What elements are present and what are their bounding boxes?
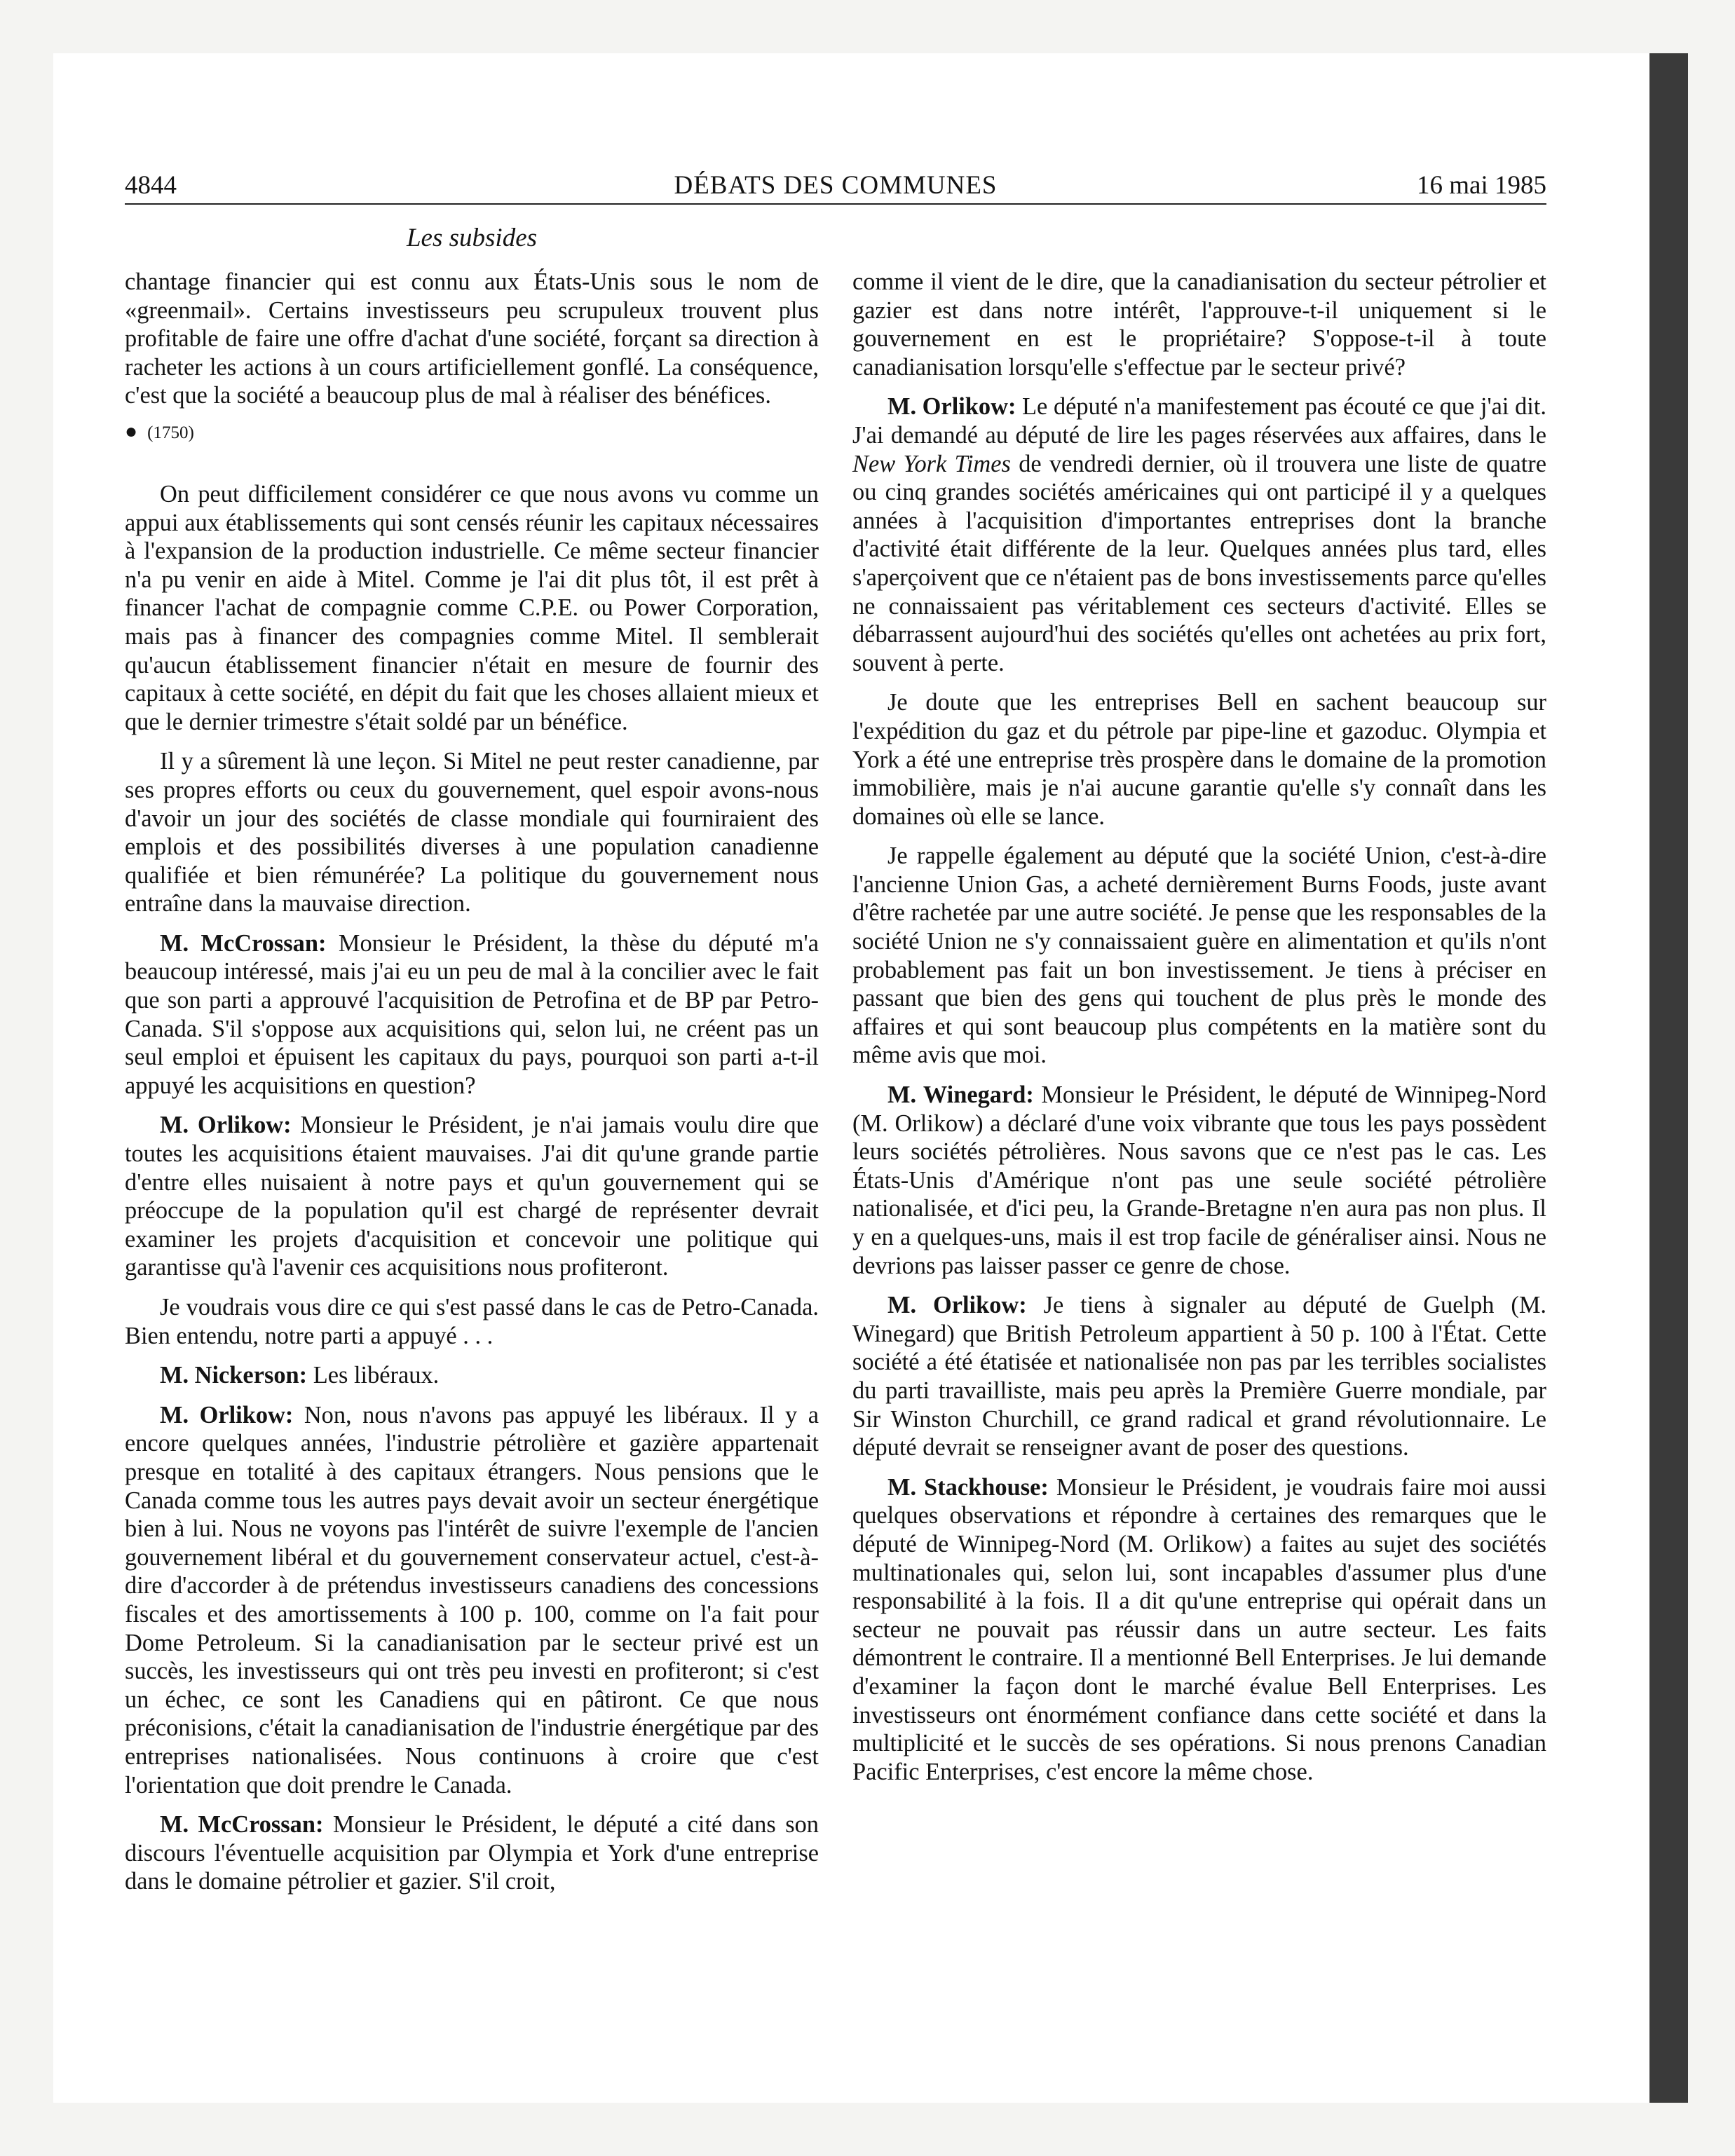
left-column [125,268,819,1907]
speech-text: Monsieur le Président, la thèse du député m'a beaucoup intéressé, mais j'ai eu un peu de mal à la concilier avec le fait que son parti a approuvé l'acquisition de Petrofina et de BP par Petro-Canada. S'il s'oppose aux acquisitions qui, selon lui, ne créent pas un seul emploi et épuisent les capitaux du pays, pourquoi son parti a-t-il appuyé les acquisitions en question? [125,929,819,1099]
speech-text: Les libéraux. [307,1362,440,1389]
paragraph: Je rappelle également au député que la société Union, c'est-à-dire l'ancienne Union Gas, a acheté dernièrement Burns Foods, juste avant d'être rachetée par une autre société. Je pense que les responsables de la société Union ne s'y connaissaient guère en alimentation et qu'ils n'ont probablement pas fait un bon investissement. Je tiens à préciser en passant que bien des gens qui touchent de plus près le monde des affaires et qui sont beaucoup plus compétents en la matière sont du même avis que moi. [852,842,1546,1069]
speech-paragraph [852,1291,1546,1462]
time-marker [125,421,819,444]
speech-text: Monsieur le Président, je voudrais faire moi aussi quelques observations et répondre à certaines des remarques que le député de Winnipeg-Nord (M. Orlikow) a faites au sujet des sociétés multinationales qui, selon lui, sont incapables d'assumer plus d'une responsabilité à la fois. Il a dit qu'une entreprise qui opérait dans un secteur ne pouvait pas réussir dans un autre secteur. Les faits démontrent le contraire. Il a mentionné Bell Enterprises. Je lui demande d'examiner la façon dont le marché évalue Bell Enterprises. Les investisseurs ont énormément confiance dans cette société et dans la multiplicité et le succès de ses opérations. Si nous prenons Canadian Pacific Enterprises, c'est encore la même chose. [852,1473,1546,1785]
publication-title: DÉBATS DES COMMUNES [674,171,998,200]
speaker-name: M. Orlikow: [160,1112,292,1139]
speech-paragraph [125,1111,819,1282]
paragraph: Je doute que les entreprises Bell en sachent beaucoup sur l'expédition du gaz et du pétrole par pipe-line et gazoduc. Olympia et York a été une entreprise très prospère dans le domaine de la promotion immobilière, mais je n'ai aucune garantie qu'elle s'y connaît dans les domaines où elle se lance. [852,689,1546,830]
speaker-name: M. Nickerson: [160,1362,308,1389]
speaker-name: M. Stackhouse: [887,1473,1049,1501]
speech-paragraph [852,1473,1546,1787]
paragraph: Je voudrais vous dire ce qui s'est passé dans le cas de Petro-Canada. Bien entendu, notre parti a appuyé . . . [125,1294,819,1349]
speech-paragraph [125,929,819,1100]
paragraph: On peut difficilement considérer ce que nous avons vu comme un appui aux établissements qui sont censés réunir les capitaux nécessaires à l'expansion de la production industrielle. Ce même secteur financier n'a pu venir en aide à Mitel. Comme je l'ai dit plus tôt, il est prêt à financer l'achat de compagnie comme C.P.E. ou Power Corporation, mais pas à financer des compagnies comme Mitel. Il semblerait qu'aucun établissement financier n'était en mesure de fournir des capitaux à cette société, en dépit du fait que les choses allaient mieux et que le dernier trimestre s'était soldé par un bénéfice. [125,480,819,735]
publication-name: New York Times [852,450,1011,477]
speech-paragraph [852,1081,1546,1280]
speech-paragraph [852,393,1546,677]
speech-text: Monsieur le Président, le député a cité dans son discours l'éventuelle acquisition par Olympia et York d'une entreprise dans le domaine pétrolier et gazier. S'il croit, [125,1811,819,1895]
right-column [852,268,1546,1797]
speaker-name: M. Orlikow: [160,1401,294,1428]
time-marker-text: (1750) [147,423,194,442]
paragraph: comme il vient de le dire, que la canadianisation du secteur pétrolier et gazier est dans notre intérêt, l'approuve-t-il uniquement si le gouvernement en est le propriétaire? S'oppose-t-il à toute canadianisation lorsqu'elle s'effectue par le secteur privé? [852,268,1546,381]
speech-paragraph [125,1361,819,1390]
speech-text: Je tiens à signaler au député de Guelph (M. Winegard) que British Petroleum appartient à 50 p. 100 à l'État. Cette société a été étatisée et nationalisée non pas par les terribles socialistes du parti travailliste, mais peu après la Première Guerre mondiale, par Sir Winston Churchill, ce grand radical et grand révolutionnaire. Le député devrait se renseigner avant de poser des questions. [852,1292,1546,1461]
speech-paragraph [125,1401,819,1799]
speech-text: de vendredi dernier, où il trouvera une liste de quatre ou cinq grandes sociétés américaines qui ont participé il y a quelques années à l'acquisition d'importantes entreprises dont la branche d'activité était différente de la leur. Quelques années plus tard, elles s'aperçoivent que ce n'étaient pas de bons investissements parce qu'elles ne connaissaient pas véritablement ces secteurs d'activité. Elles se débarrassent aujourd'hui des sociétés qu'elles ont achetées au prix fort, souvent à perte. [852,450,1546,676]
speaker-name: M. Winegard: [887,1082,1034,1109]
speaker-name: M. McCrossan: [160,1811,324,1838]
speaker-name: M. Orlikow: [887,393,1016,421]
speaker-name: M. McCrossan: [160,929,327,957]
speaker-name: M. Orlikow: [887,1292,1027,1319]
speech-text: Non, nous n'avons pas appuyé les libéraux. Il y a encore quelques années, l'industrie pétrolière et gazière appartenait presque en totalité à des capitaux étrangers. Nous pensions que le Canada comme tous les autres pays devait avoir un secteur énergétique bien à lui. Nous ne voyons pas l'intérêt de suivre l'exemple de l'ancien gouvernement libéral et du gouvernement conservateur actuel, c'est-à-dire d'accorder à de prétendus investisseurs canadiens des concessions fiscales et des amortissements à 100 p. 100, comme on l'a fait pour Dome Petroleum. Si la canadianisation par le secteur privé est un succès, les investisseurs qui ont très peu investi en profiteront; si c'est un échec, ce sont les Canadiens qui en pâtiront. Ce que nous préconisions, c'était la canadianisation de l'industrie énergétique par des entreprises nationalisées. Nous continuons à croire que c'est l'orientation que doit prendre le Canada. [125,1401,819,1799]
speech-text: Monsieur le Président, je n'ai jamais voulu dire que toutes les acquisitions étaient mauvaises. J'ai dit qu'une grande partie d'entre elles nuisaient à notre pays et qu'un gouvernement qui se préoccupe de la population qu'il est chargé de représenter devrait examiner les projets d'acquisition et concevoir une politique qui garantisse qu'à l'avenir ces acquisitions nous profiteront. [125,1112,819,1281]
page-date: 16 mai 1985 [1417,171,1546,200]
bullet-icon: ● [125,419,138,443]
section-label: Les subsides [406,224,538,252]
speech-paragraph [125,1810,819,1896]
speech-text: Le député n'a manifestement pas écouté ce que j'ai dit. J'ai demandé au député de lire les pages réservées aux affaires, dans le [852,393,1546,449]
speech-text: Monsieur le Président, le député de Winnipeg-Nord (M. Orlikow) a déclaré d'une voix vibrante que tous les pays possèdent leurs sociétés pétrolières. Nous savons que ce n'est pas le cas. Les États-Unis d'Amérique n'ont pas une seule société pétrolière nationalisée, et d'ici peu, la Grande-Bretagne n'en aura pas non plus. Il y en a quelques-uns, mais il est trop facile de généraliser ainsi. Nous ne devrions pas laisser passer ce genre de chose. [852,1082,1547,1279]
page-number: 4844 [125,171,177,200]
paragraph: chantage financier qui est connu aux États-Unis sous le nom de «greenmail». Certains investisseurs peu scrupuleux trouvent plus profitable de faire une offre d'achat d'une société, forçant sa direction à racheter les actions à un cours artificiellement gonflé. La conséquence, c'est que la société a beaucoup plus de mal à réaliser des bénéfices. [125,268,819,409]
paragraph: Il y a sûrement là une leçon. Si Mitel ne peut rester canadienne, par ses propres efforts ou ceux du gouvernement, quel espoir avons-nous d'avoir un jour des sociétés de classe mondiale qui fourniraient des emplois et des possibilités diverses à une population canadienne qualifiée et bien rémunérée? La politique du gouvernement nous entraîne dans la mauvaise direction. [125,748,819,917]
scan-edge-bar [1649,53,1688,2103]
page-header [125,168,1546,205]
